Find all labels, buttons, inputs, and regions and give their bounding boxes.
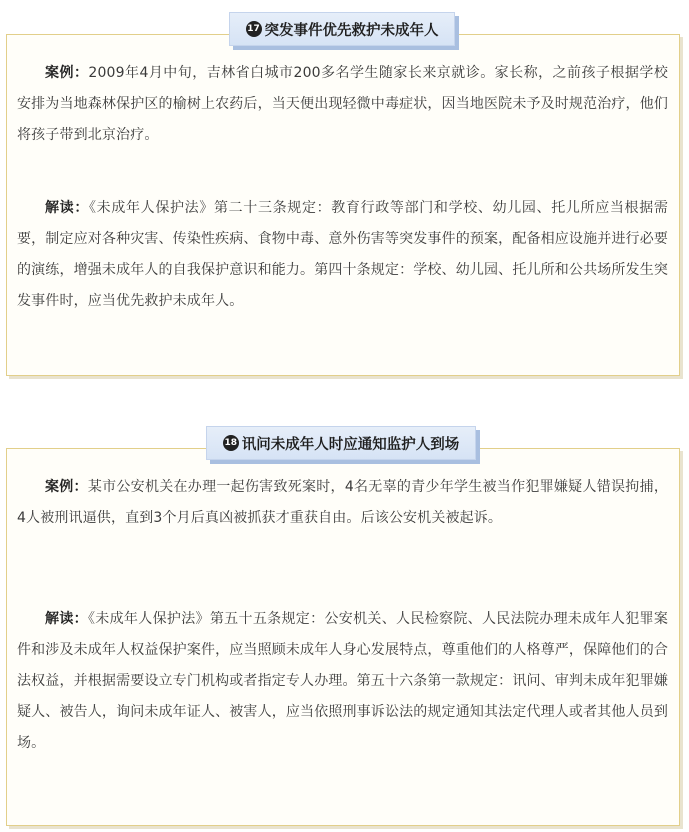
explain-text: 《未成年人保护法》第二十三条规定：教育行政等部门和学校、幼儿园、托儿所应当根据需要，制定应对各种灾害、传染性疾病、食物中毒、意外伤害等突发事件的预案，配备相应设施并进行必要的演练，增强未成年人的自我保护意识和能力。第四十条规定：学校、幼儿园、托儿所和公共场所发生突发事件时，应当优先救护未成年人。: [17, 200, 669, 309]
explain-paragraph-1: [17, 193, 668, 317]
section-title: 突发事件优先救护未成年人: [264, 22, 439, 39]
case-paragraph-2: [17, 472, 668, 534]
explain-label: 解读：: [45, 200, 89, 216]
explain-label: 解读：: [45, 611, 88, 627]
case-paragraph-1: [17, 58, 668, 151]
case-label: 案例：: [45, 65, 89, 81]
section-title: 讯问未成年人时应通知监护人到场: [241, 436, 460, 453]
explain-text: 《未成年人保护法》第五十五条规定：公安机关、人民检察院、人民法院办理未成年人犯罪案件和涉及未成年人权益保护案件，应当照顾未成年人身心发展特点，尊重他们的人格尊严，保障他们的合法权益，并根据需要设立专门机构或者指定专人办理。第五十六条第一款规定：讯问、审判未成年犯罪嫌疑人、被告人，询问未成年证人、被害人，应当依照刑事诉讼法的规定通知其法定代理人或者其他人员到场。: [17, 611, 668, 751]
section-title-badge-2: [206, 426, 476, 460]
case-label: 案例：: [45, 479, 88, 495]
number-badge-icon: 17: [246, 21, 262, 37]
number-badge-icon: 18: [223, 435, 239, 451]
case-text: 某市公安机关在办理一起伤害致死案时，4名无辜的青少年学生被当作犯罪嫌疑人错误拘捕，4人被刑讯逼供，直到3个月后真凶被抓获才重获自由。后该公安机关被起诉。: [17, 479, 669, 526]
explain-paragraph-2: [17, 604, 668, 759]
section-title-badge-1: [229, 12, 455, 46]
case-text: 2009年4月中旬，吉林省白城市200多名学生随家长来京就诊。家长称，之前孩子根据学校安排为当地森林保护区的榆树上农药后，当天便出现轻微中毒症状，因当地医院未予及时规范治疗，他们将孩子带到北京治疗。: [17, 65, 668, 143]
